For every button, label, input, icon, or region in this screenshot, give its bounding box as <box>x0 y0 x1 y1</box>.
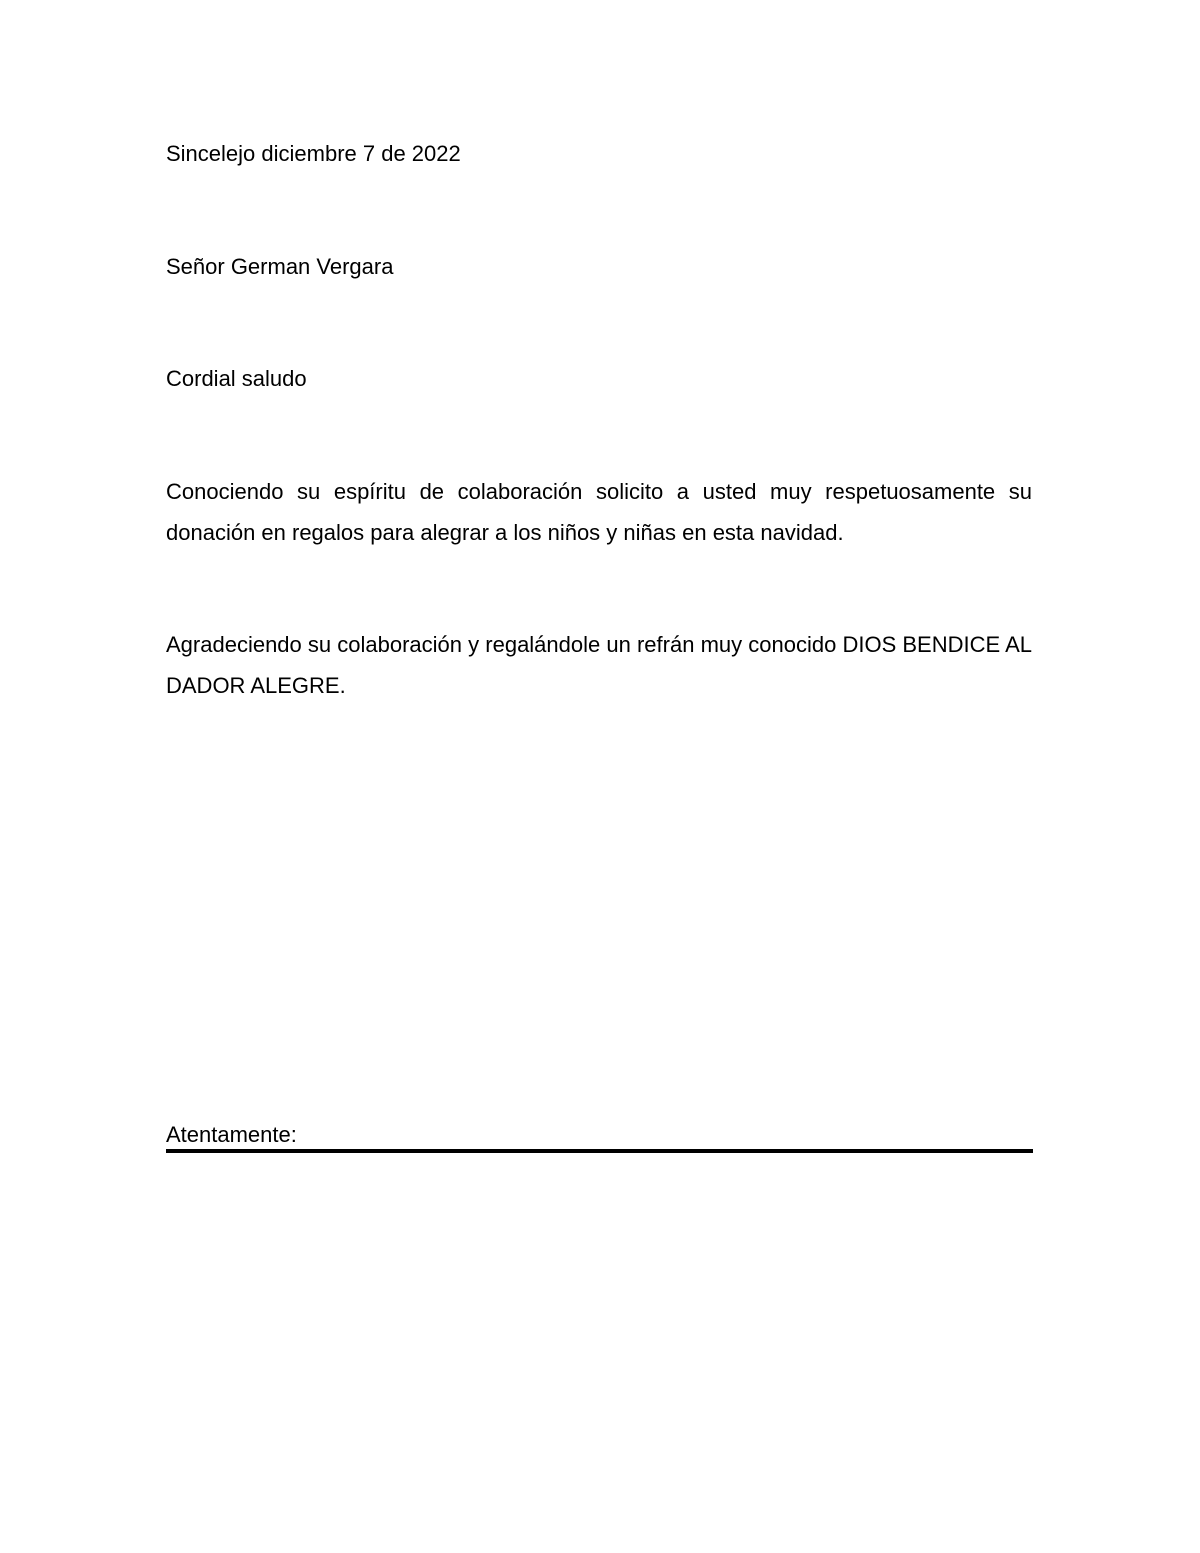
letter-date: Sincelejo diciembre 7 de 2022 <box>166 141 461 166</box>
letter-recipient: Señor German Vergara <box>166 254 394 279</box>
letter-closing: Atentamente: <box>166 1122 297 1147</box>
letter-greeting: Cordial saludo <box>166 366 307 391</box>
letter-body-paragraph-2: Agradeciendo su colaboración y regalándole un refrán muy conocido DIOS BENDICE AL DADOR ALEGRE. <box>166 632 1032 698</box>
signature-line <box>166 1149 1033 1153</box>
letter-body-paragraph-1: Conociendo su espíritu de colaboración solicito a usted muy respetuosamente su donación en regalos para alegrar a los niños y niñas en esta navidad. <box>166 479 1032 545</box>
